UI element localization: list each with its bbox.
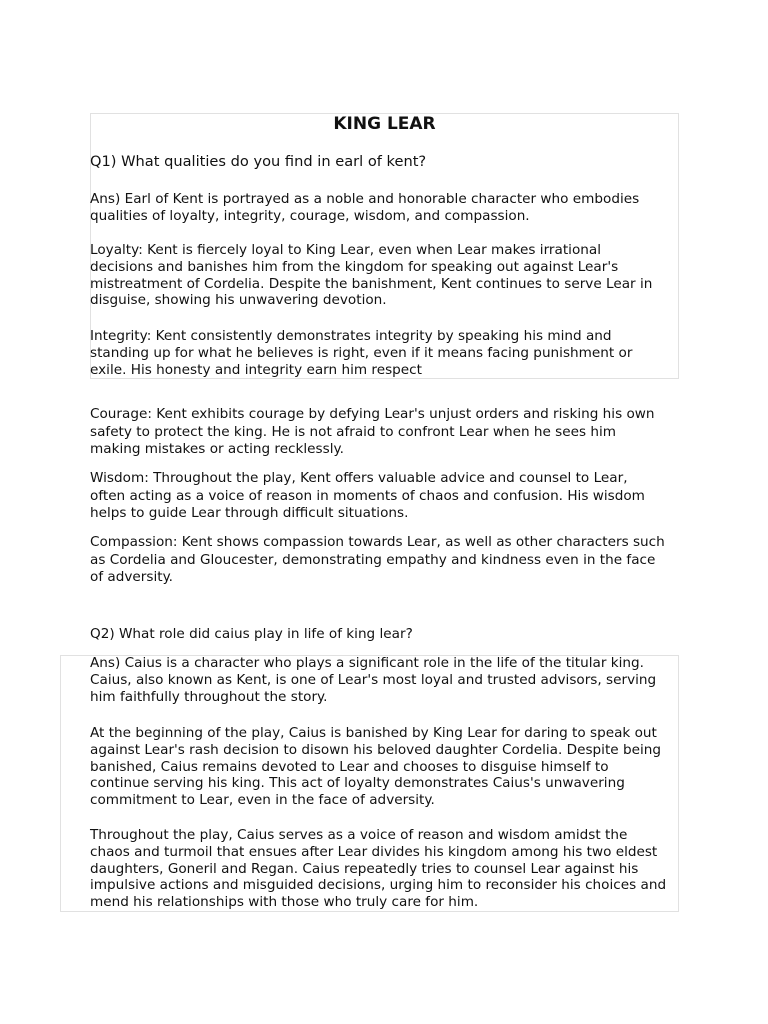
q1-wisdom-paragraph: Wisdom: Throughout the play, Kent offers valuable advice and counsel to Lear, often acting as a voice of reason in moments of chaos and confusion. His wisdom helps to guide Lear through difficult situations. [90,470,645,522]
q2-answer-intro: Ans) Caius is a character who plays a significant role in the life of the titular king. Caius, also known as Kent, is one of Lear's most loyal and trusted advisors, serving him faithfully throughout the story. [90,655,657,705]
q1-courage-paragraph: Courage: Kent exhibits courage by defying Lear's unjust orders and risking his own safety to protect the king. He is not afraid to confront Lear when he sees him making mistakes or acting recklessly. [90,406,655,458]
q1-loyalty-paragraph: Loyalty: Kent is fiercely loyal to King Lear, even when Lear makes irrational decisions and banishes him from the kingdom for speaking out against Lear's mistreatment of Cordelia. Despite the banishment, Kent continues to serve Lear in disguise, showing his unwavering devotion. [90,242,653,309]
q2-paragraph-3: Throughout the play, Caius serves as a voice of reason and wisdom amidst the chaos and turmoil that ensues after Lear divides his kingdom among his two eldest daughters, Goneril and Regan. Caius repeatedly tries to counsel Lear against his impulsive actions and misguided decisions, urging him to reconsider his choices and mend his relationships with those who truly care for him. [90,827,667,911]
q1-answer-intro: Ans) Earl of Kent is portrayed as a noble and honorable character who embodies qualities of loyalty, integrity, courage, wisdom, and compassion. [90,191,640,224]
question-2: Q2) What role did caius play in life of king lear? [90,626,413,642]
q1-compassion-paragraph: Compassion: Kent shows compassion towards Lear, as well as other characters such as Cordelia and Gloucester, demonstrating empathy and kindness even in the face of adversity. [90,534,665,586]
document-title: KING LEAR [333,114,436,134]
question-1: Q1) What qualities do you find in earl of kent? [90,153,427,170]
q2-paragraph-2: At the beginning of the play, Caius is banished by King Lear for daring to speak out against Lear's rash decision to disown his beloved daughter Cordelia. Despite being banished, Caius remains devoted to Lear and chooses to disguise himself to continue serving his king. This act of loyalty demonstrates Caius's unwavering commitment to Lear, even in the face of adversity. [90,725,661,809]
q1-integrity-paragraph: Integrity: Kent consistently demonstrates integrity by speaking his mind and standing up for what he believes is right, even if it means facing punishment or exile. His honesty and integrity earn him respect [90,328,633,378]
